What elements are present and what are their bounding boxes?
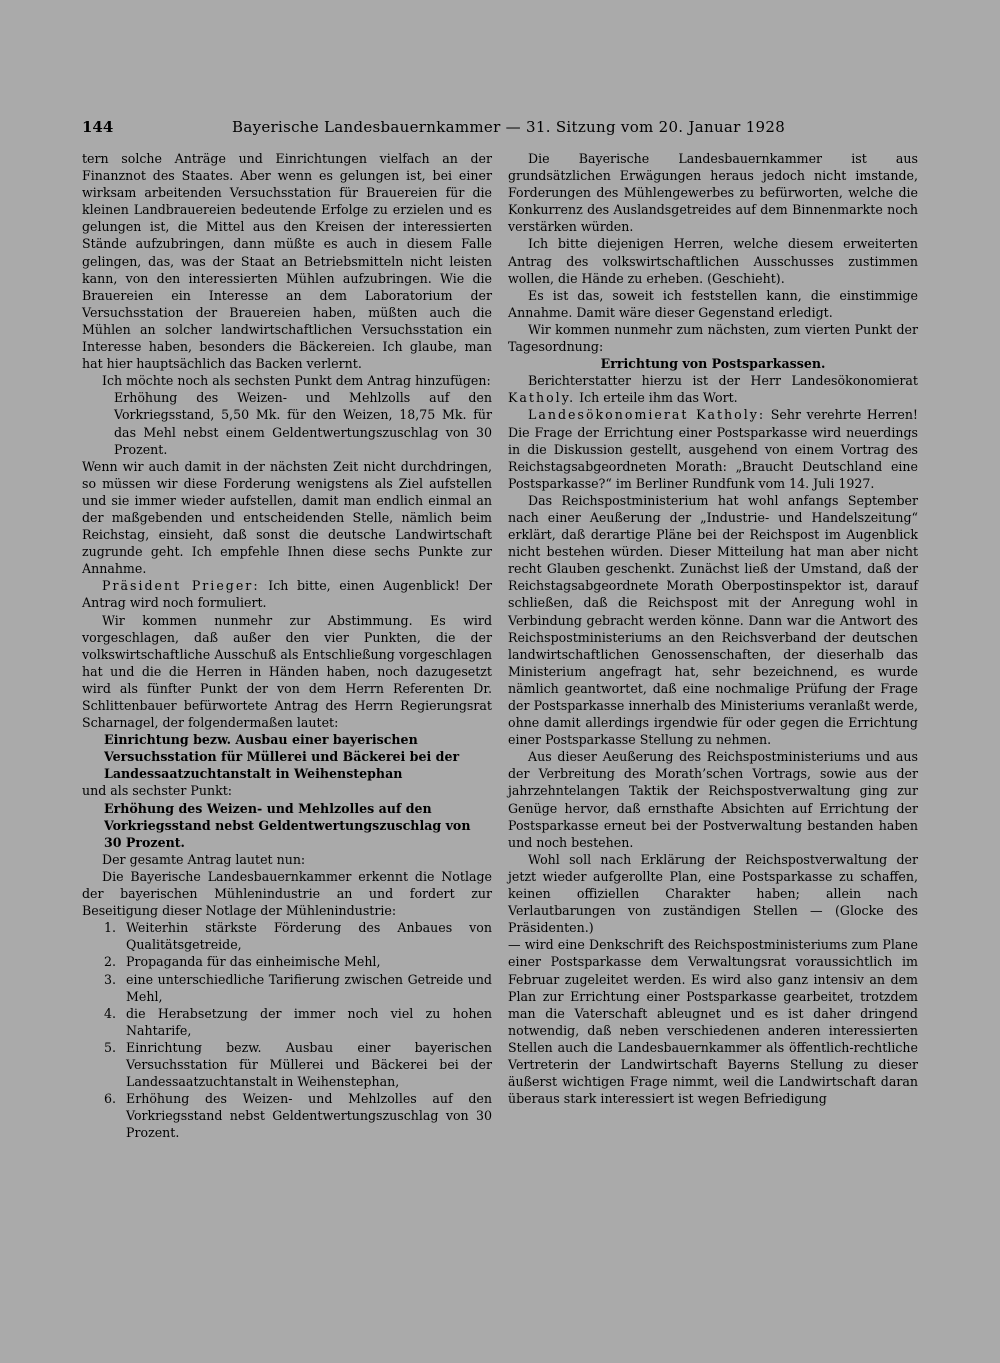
speaker-paragraph (508, 406, 918, 491)
paragraph: Es ist das, soweit ich feststellen kann, die einstimmige Annahme. Damit wäre dieser Gegenstand erledigt. (508, 287, 918, 320)
paragraph: — wird eine Denkschrift des Reichspostministeriums zum Plane einer Postsparkasse dem Verwaltungsrat voraussichtlich im Februar zugeleitet werden. Es wird also ganz intensiv an dem Plan zur Errichtung einer Postsparkasse gearbeitet, trotzdem man die Vaterschaft ableugnet und es ist daher dringend notwendig, daß neben verschiedenen anderen interessierten Stellen auch die Landesbauernkammer als öffentlich-rechtliche Vertreterin der Landwirtschaft Bayerns Stellung zu dieser äußerst wichtigen Frage nimmt, weil die Landwirtschaft daran überaus stark interessiert ist wegen Befriedigung (508, 937, 918, 1107)
paragraph: Wohl soll nach Erklärung der Reichspostverwaltung der jetzt wieder aufgerollte Plan, eine Postsparkasse zu schaffen, keinen offiziellen Charakter haben; allein nach Verlautbarungen von zuständigen Stellen — (Glocke des Präsidenten.) (508, 851, 918, 936)
paragraph: und als sechster Punkt: (82, 783, 232, 799)
item-number: 4. (104, 1005, 117, 1021)
page-header (82, 116, 918, 138)
right-column (508, 150, 918, 1107)
paragraph: Wenn wir auch damit in der nächsten Zeit nicht durchdringen, so müssen wir diese Forderung wenigstens als Ziel aufstellen und sie immer wieder aufstellen, damit man endlich einmal an der maßgebenden und entscheidenden Stelle, nämlich beim Reichstag, einsieht, daß sonst die deutsche Landwirtschaft zugrunde geht. Ich empfehle Ihnen diese sechs Punkte zur Annahme. (82, 458, 492, 577)
motion-heading: Einrichtung bezw. Ausbau einer bayerischen Versuchsstation für Müllerei und Bäckerei bei der Landessaatzuchtanstalt in Weihenstephan (104, 732, 460, 782)
demands-list (82, 919, 492, 1141)
item-number: 2. (104, 954, 117, 970)
speech-text: Sehr verehrte Herren! Die Frage der Errichtung einer Postsparkasse wird neuerdings in die Diskussion gestellt, ausgehend von einem Vortrag des Reichstagsabgeordneten Morath: „Braucht Deutschland eine Postsparkasse?“ im Berliner Rundfunk vom 14. Juli 1927. (508, 407, 918, 491)
text-run: Ich erteile ihm das Wort. (575, 390, 738, 406)
item-text: Weiterhin stärkste Förderung des Anbaues von Qualitätsgetreide, (126, 920, 492, 953)
item-number: 6. (104, 1091, 117, 1107)
paragraph: Der gesamte Antrag lautet nun: (102, 851, 306, 867)
paragraph: Ich möchte noch als sechsten Punkt dem Antrag hinzufügen: (102, 373, 491, 389)
item-text: Einrichtung bezw. Ausbau einer bayerischen Versuchsstation für Müllerei und Bäckerei bei der Landessaatzuchtanstalt in Weihenstephan, (126, 1039, 492, 1090)
item-text: Propaganda für das einheimische Mehl, (126, 954, 381, 970)
text-run: Berichterstatter hierzu ist der Herr Landesökonomierat (528, 373, 918, 389)
paragraph: tern solche Anträge und Einrichtungen vielfach an der Finanznot des Staates. Aber wenn es gelungen ist, bei einer wirksam arbeitenden Versuchsstation für Brauereien für die kleinen Landbrauereien bedeutende Erfolge zu erzielen und es gelungen ist, die Mittel aus den Kreisen der interessierten Stände aufzubringen, dann müßte es auch in diesem Falle gelingen, das, was der Staat an Betriebsmitteln nicht leisten kann, von den interessierten Mühlen aufzubringen. Wie die Brauereien ein Interesse an dem Laboratorium der Versuchsstation der Brauereien haben, müßten auch die Mühlen an solcher landwirtschaftlichen Versuchsstation ein Interesse haben, besonders die Bäckereien. Ich glaube, man hat hier hauptsächlich das Backen verlernt. (82, 151, 492, 372)
list-item (82, 953, 492, 970)
item-number: 1. (104, 920, 117, 936)
paragraph (508, 372, 918, 406)
paragraph: Ich bitte diejenigen Herren, welche diesem erweiterten Antrag des volkswirtschaftlichen Ausschusses zustimmen wollen, die Hände zu erheben. (Geschieht). (508, 236, 918, 286)
item-text: eine unterschiedliche Tarifierung zwischen Getreide und Mehl, (126, 971, 492, 1004)
left-column (82, 150, 492, 1141)
paragraph: Wir kommen nunmehr zum nächsten, zum vierten Punkt der Tagesordnung: (508, 321, 918, 355)
motion-heading: Erhöhung des Weizen- und Mehlzolles auf den Vorkriegsstand nebst Geldentwertungszuschlag von 30 Prozent. (104, 800, 471, 850)
list-item (82, 971, 492, 1005)
paragraph: Die Bayerische Landesbauernkammer ist aus grundsätzlichen Erwägungen heraus jedoch nicht imstande, Forderungen des Mühlengewerbes zu befürworten, welche die Konkurrenz des Auslandsgetreides auf dem Binnenmarkte noch verstärken würden. (508, 151, 918, 235)
item-text: die Herabsetzung der immer noch viel zu hohen Nahtarife, (126, 1005, 492, 1038)
speaker-name: Katholy. (508, 390, 576, 406)
list-item (82, 1005, 492, 1039)
speech-text: Ich bitte, einen Augenblick! Der Antrag wird noch formuliert. (82, 578, 492, 611)
quoted-motion: Erhöhung des Weizen- und Mehlzolls auf den Vorkriegsstand, 5,50 Mk. für den Weizen, 18,75 Mk. für das Mehl nebst einem Geldentwertungszuschlag von 30 Prozent. (114, 390, 492, 457)
speaker-name: Präsident Prieger: (102, 578, 260, 594)
paragraph: Aus dieser Aeußerung des Reichspostministeriums und aus der Verbreitung des Morath’schen Vortrags, sowie aus der jahrzehntelangen Taktik der Reichspostverwaltung ging zur Genüge hervor, daß ernsthafte Absichten auf Errichtung der Postsparkasse erneut bei der Postverwaltung bestanden haben und noch bestehen. (508, 749, 918, 850)
item-text: Erhöhung des Weizen- und Mehlzolles auf den Vorkriegsstand nebst Geldentwertungszuschlag von 30 Prozent. (126, 1091, 492, 1141)
paragraph: Das Reichspostministerium hat wohl anfangs September nach einer Aeußerung der „Industrie- und Handelszeitung“ erklärt, daß derartige Pläne bei der Reichspost im Augenblick nicht bestehen würden. Dieser Mitteilung hat man aber nicht recht Glauben geschenkt. Zunächst ließ der Umstand, daß der Reichstagsabgeordnete Morath Oberpostinspektor ist, darauf schließen, daß die Reichspost mit der Anregung wohl in Verbindung gebracht werden könne. Dann war die Antwort des Reichspostministeriums an den Reichsverband der deutschen landwirtschaftlichen Genossenschaften, der dieserhalb das Ministerium angefragt hat, sehr bezeichnend, es wurde nämlich geantwortet, daß eine nochmalige Prüfung der Frage der Postsparkasse innerhalb des Ministeriums veranlaßt werde, ohne damit allerdings irgendwie für oder gegen die Errichtung einer Postsparkasse Stellung zu nehmen. (508, 492, 918, 748)
list-item (82, 919, 492, 953)
speaker-paragraph (82, 577, 492, 611)
page-number: 144 (82, 118, 114, 136)
agenda-item-heading: Errichtung von Postsparkassen. (600, 356, 826, 372)
item-number: 5. (104, 1039, 117, 1055)
list-item (82, 1090, 492, 1141)
list-item (82, 1039, 492, 1090)
paragraph: Die Bayerische Landesbauernkammer erkennt die Notlage der bayerischen Mühlenindustrie an und fordert zur Beseitigung dieser Notlage der Mühlenindustrie: (82, 868, 492, 919)
speaker-name: Landesökonomierat Katholy: (528, 407, 766, 423)
item-number: 3. (104, 971, 117, 987)
running-title: Bayerische Landesbauernkammer — 31. Sitzung vom 20. Januar 1928 (232, 118, 786, 136)
paragraph: Wir kommen nunmehr zur Abstimmung. Es wird vorgeschlagen, daß außer den vier Punkten, die der volkswirtschaftliche Ausschuß als Entschließung vorgeschlagen hat und die die Herren in Händen haben, noch dazugesetzt wird als fünfter Punkt der von dem Herrn Referenten Dr. Schlittenbauer befürwortete Antrag des Herrn Regierungsrat Scharnagel, der folgendermaßen lautet: (82, 612, 492, 731)
